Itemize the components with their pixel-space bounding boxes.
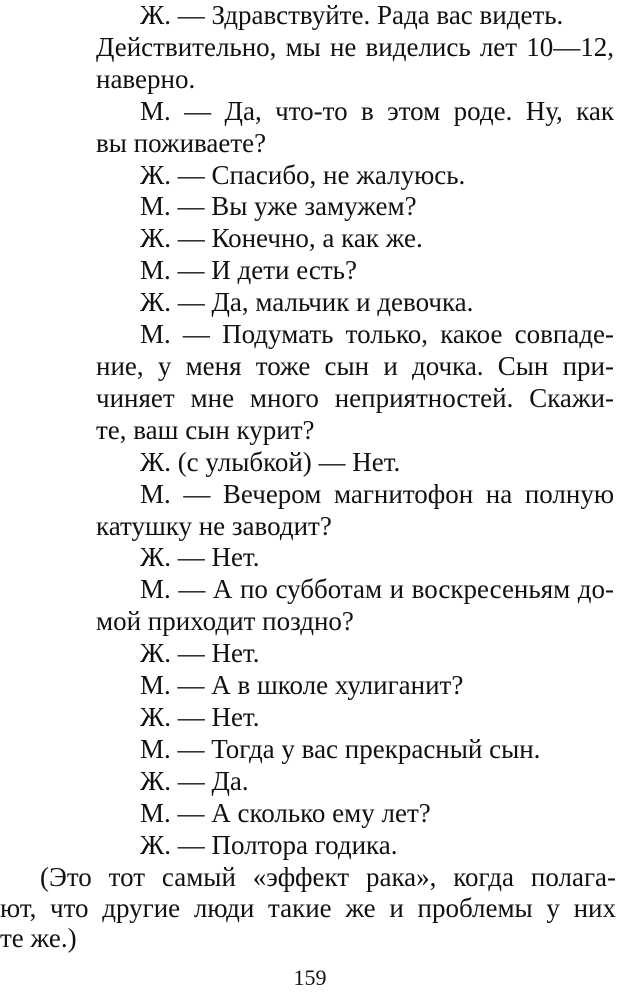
author-note (0, 862, 616, 954)
dialogue-line: катушку не заводит? (96, 510, 332, 541)
dialogue-line: Ж. — Нет. (140, 701, 260, 732)
dialogue-line: Ж. (с улыбкой) — Нет. (140, 446, 401, 477)
dialogue-line: Ж. — Конечно, а как же. (140, 223, 423, 254)
dialogue-line: М. — А в школе хулиганит? (140, 670, 464, 701)
dialogue-line: чиняет мне много неприятностей. Скажи- (96, 382, 614, 413)
note-line: (Это тот самый «эффект рака», когда полага- (40, 862, 616, 892)
dialogue-line: мой приходит поздно? (96, 606, 354, 637)
dialogue-line: вы поживаете? (96, 127, 267, 158)
dialogue-line: Ж. — Спасибо, не жалуюсь. (140, 159, 466, 190)
page-number: 159 (293, 965, 327, 990)
dialogue-line: М. — Подумать только, какое совпаде- (140, 319, 614, 350)
dialogue-line: Ж. — Нет. (140, 542, 260, 573)
dialogue-line: Ж. — Полтора годика. (140, 829, 398, 860)
dialogue-line: те, ваш сын курит? (96, 414, 315, 445)
dialogue-line: ние, у меня тоже сын и дочка. Сын при- (96, 350, 614, 381)
dialogue-line: М. — Тогда у вас прекрасный сын. (140, 733, 541, 764)
dialogue-line: наверно. (96, 63, 196, 94)
dialogue-line: Ж. — Нет. (140, 638, 260, 669)
dialogue-line: Ж. — Да. (140, 765, 249, 796)
dialogue-line: Действительно, мы не виделись лет 10—12, (96, 31, 614, 62)
dialogue-line: М. — Вечером магнитофон на полную (140, 478, 614, 509)
note-line: те же.) (0, 923, 77, 953)
dialogue-line: М. — А сколько ему лет? (140, 797, 431, 828)
dialogue-line: М. — А по субботам и воскресеньям до- (140, 574, 614, 605)
dialogue-line: М. — Вы уже замужем? (140, 191, 417, 222)
note-line: ют, что другие люди такие же и проблемы у них (0, 892, 616, 923)
dialogue-line: М. — И дети есть? (140, 255, 357, 286)
dialogue-line: М. — Да, что-то в этом роде. Ну, как (140, 95, 614, 126)
dialogue-block (96, 0, 614, 861)
dialogue-line: Ж. — Здравствуйте. Рада вас видеть. (140, 0, 564, 30)
dialogue-line: Ж. — Да, мальчик и девочка. (140, 287, 474, 318)
